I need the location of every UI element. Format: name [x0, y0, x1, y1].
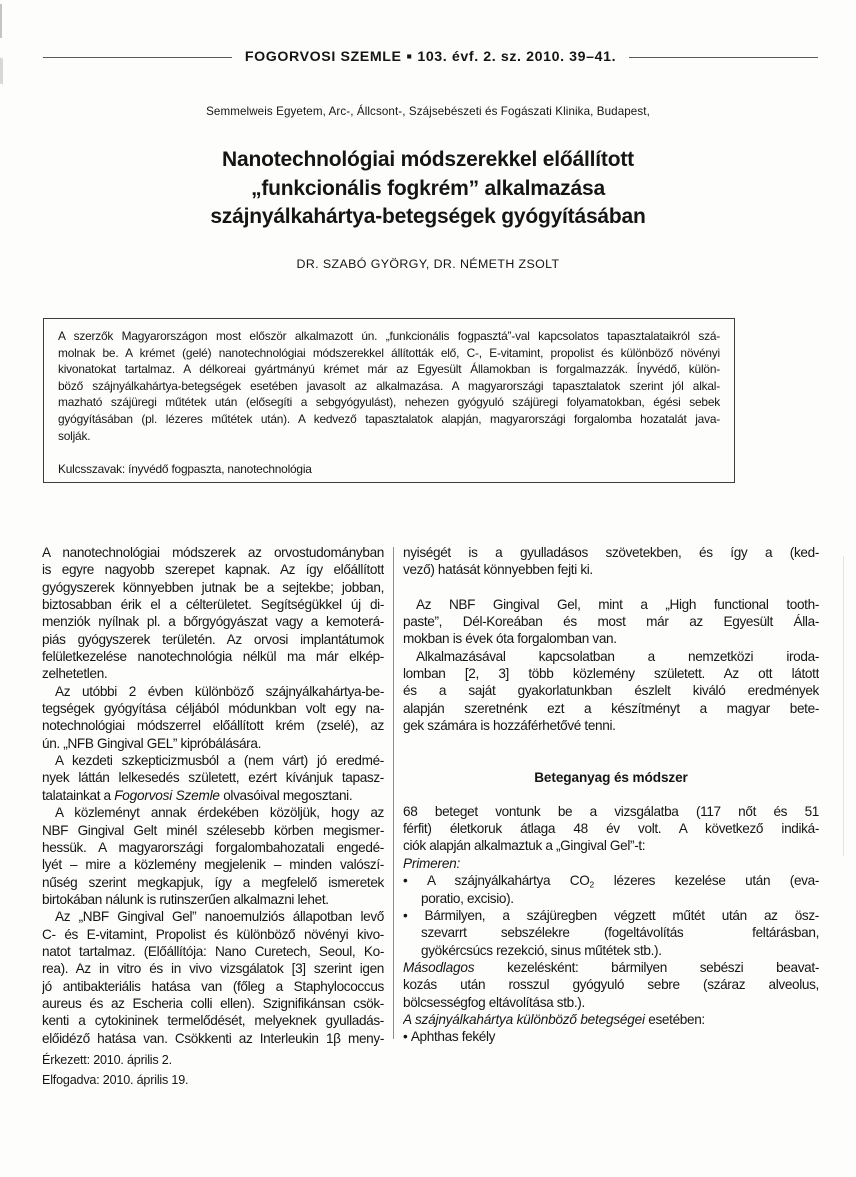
square-bullet-icon: ■: [406, 50, 413, 61]
article-dates: [42, 1051, 188, 1090]
text-line: solják.: [58, 428, 91, 443]
text-line: kivonatokat tartalmaz. A délkoreai gyártmányú krémet már az Egyesült Államokban is forgalmazzák. Ínyvédő, külön-: [58, 362, 720, 377]
text-line: notechnológiai módszerrel előállított krém (zselé), az: [42, 718, 384, 734]
abstract-box: [43, 318, 735, 483]
text-line: nyek láttán lelkesedés született, ezért kívánjuk tapasz-: [42, 770, 384, 786]
scan-artifact: [843, 556, 844, 856]
page-header: [43, 49, 818, 65]
text-line: zelhetetlen.: [42, 666, 108, 682]
accepted-date: Elfogadva: 2010. április 19.: [42, 1072, 189, 1087]
text-line: előidéző hatása van. Csökkenti az Interleukin 1β meny-: [42, 1030, 384, 1046]
text-line: Az „NBF Gingival Gel” nanoemulziós állapotban levő: [55, 909, 384, 925]
text-line: kenti a cytokininek termelődését, melyeknek gyulladás-: [42, 1013, 384, 1029]
section-heading: Beteganyag és módszer: [534, 770, 688, 786]
text-line: nűség szerint megkapjuk, így a megfelelő ismeretek: [42, 874, 384, 890]
text-line: molnak be. A krémet (gelé) nanotechnológiai módszerekkel állították elő, C-, E-vitamint, propolist és különböző növényi: [58, 345, 720, 360]
text-line: Primeren:: [403, 855, 461, 871]
text-line: • Aphthas fekély: [403, 1029, 496, 1045]
authors: DR. SZABÓ GYÖRGY, DR. NÉMETH ZSOLT: [296, 257, 560, 271]
text-line: Kulcsszavak: ínyvédő fogpaszta, nanotechnológia: [58, 462, 312, 477]
text-line: biztosabban érik el a célterületet. Segítségükkel új di-: [42, 597, 384, 613]
text-line: böző szájnyálkahártya-betegségek esetében javasolt az alkalmazása. A magyarországi tapasztalatok szerint jól alkal-: [58, 378, 720, 393]
received-date: Érkezett: 2010. április 2.: [42, 1053, 172, 1067]
affiliation: Semmelweis Egyetem, Arc-, Állcsont-, Szájsebészeti és Fogászati Klinika, Budapest,: [206, 105, 650, 118]
text-line: nyiségét is a gyulladásos szövetekben, és így a (ked-: [403, 545, 819, 560]
text-line: rea). Az in vitro és in vivo vizsgálatok [3] szerint igen: [42, 961, 384, 977]
text-line: piás gyógyszerek területén. Az orvosi implantátumok: [42, 631, 384, 647]
column-divider: [393, 547, 394, 1039]
text-line: birtokában nálunk is rutinszerűen alkalmazni lehet.: [42, 891, 329, 907]
text-line: gyógyszerek könnyebben jutnak be a sejtekbe; jobban,: [42, 579, 384, 595]
article-title: [0, 146, 856, 232]
text-line: A közleményt annak érdekében közöljük, hogy az: [55, 805, 384, 821]
text-line: vező) hatását könnyebben fejti ki.: [403, 562, 593, 578]
text-line: ún. „NFB Gingival GEL” kipróbálására.: [42, 735, 261, 751]
text-line: NBF Gingival Gelt minél szélesebb körben megismer-: [42, 822, 384, 838]
text-line: A kezdeti szkepticizmusból a (nem várt) jó eredmé-: [55, 753, 384, 769]
text-line: paste”, Dél-Koreában és most már az Egyesült Álla-: [403, 614, 819, 630]
text-line: és a saját gyakorlatunkban észlelt kiváló eredmények: [403, 683, 819, 699]
text-line: is egyre nagyobb szerepet kapnak. Az így előállított: [42, 562, 384, 578]
article-title-line: Nanotechnológiai módszerekkel előállított: [222, 148, 634, 171]
text-line: bölcsességfog eltávolítása stb.).: [403, 994, 585, 1010]
text-line: gek számára is hozzáférhetővé tenni.: [403, 718, 616, 734]
text-line: mokban is évek óta forgalomban van.: [403, 631, 617, 647]
text-line: jó antibakteriális hatása van (főleg a Staphylococcus: [42, 978, 384, 994]
text-line: Alkalmazásával kapcsolatban a nemzetközi iroda-: [416, 648, 819, 664]
text-line: C- és E-vitamint, Propolist és különböző növényi kivo-: [42, 926, 384, 942]
text-line: hessük. A magyarországi forgalombahozatali engedé-: [42, 839, 384, 855]
text-line: Másodlagos kezelésként: bármilyen sebészi beavat-: [403, 959, 819, 975]
text-line: Az NBF Gingival Gel, mint a „High functional tooth-: [416, 596, 819, 612]
article-title-line: szájnyálkahártya-betegségek gyógyításában: [210, 205, 646, 228]
text-line: A nanotechnológiai módszerek az orvostudományban: [42, 545, 384, 560]
text-line: • Bármilyen, a szájüregben végzett műtét után az ösz-: [403, 907, 819, 923]
scan-artifact: [0, 58, 3, 85]
text-line: férfit) életkoruk átlaga 48 év volt. A következő indiká-: [403, 821, 819, 837]
text-line: aureus és az Escheria colli ellen). Szignifikánsan csök-: [42, 995, 384, 1011]
running-head: [232, 49, 629, 65]
text-line: lyét – mire a közlemény megjelenik – minden valószí-: [42, 857, 384, 873]
body-column-right: [403, 544, 819, 1046]
article-title-line: „funkcionális fogkrém” alkalmazása: [251, 176, 605, 200]
text-line: Az utóbbi 2 évben különböző szájnyálkahártya-be-: [55, 683, 384, 699]
text-line: 68 beteget vontunk be a vizsgálatba (117 nőt és 51: [403, 803, 819, 819]
text-line: natot tartalmaz. (Előállítója: Nano Curetech, Seoul, Ko-: [42, 943, 384, 959]
issue-info: 103. évf. 2. sz. 2010. 39–41.: [417, 49, 617, 65]
text-line: tegségek gyógyítása céljából módunkban volt egy na-: [42, 701, 384, 717]
text-line: • A szájnyálkahártya $CO_2$ lézeres kezelése után (eva-: [403, 873, 819, 890]
text-line: menziók nyílnak pl. a bőrgyógyászat vagy a kemoterá-: [42, 614, 384, 630]
text-line: gyökércsúcs rezekció, sinus műtétek stb.).: [421, 942, 662, 958]
text-line: felületkezelése nanotechnológia nélkül ma már elkép-: [42, 649, 384, 665]
text-line: talatainkat a Fogorvosi Szemle olvasóival megosztani.: [42, 787, 353, 803]
text-line: A szájnyálkahártya különböző betegségei esetében:: [403, 1011, 705, 1027]
text-line: mazható szájüregi műtétek után (elősegíti a sebgyógyulást), nehezen gyógyuló szájüregi folyamatokban, égési sebek: [58, 395, 720, 410]
text-line: ciók alapján alkalmaztuk a „Gingival Gel”-t:: [403, 838, 646, 854]
text-line: A szerzők Magyarországon most először alkalmazott ún. „funkcionális fogpasztá”-val kapcsolatos tapasztalataikról szá-: [58, 329, 720, 343]
journal-name: FOGORVOSI SZEMLE: [244, 49, 402, 65]
text-line: szevarrt sebszélekre (fogeltávolítás feltárásban,: [421, 925, 819, 941]
text-line: alapján szeretnénk ezt a készítményt a magyar bete-: [403, 700, 819, 716]
text-line: kozás után rosszul gyógyuló sebre (száraz alveolus,: [403, 977, 819, 993]
scan-artifact: [0, 4, 2, 38]
header-rule-right: [629, 57, 818, 58]
header-rule-left: [43, 57, 232, 58]
text-line: poratio, excisio).: [421, 890, 514, 906]
text-line: lomban [2, 3] több közlemény született. Az ott látott: [403, 666, 819, 682]
text-line: gyógyításában (pl. lézeres műtétek után). A kedvező tapasztalatok alapján, magyarországi forgalomba hozatalát java-: [58, 411, 720, 426]
body-column-left: [42, 544, 384, 1047]
